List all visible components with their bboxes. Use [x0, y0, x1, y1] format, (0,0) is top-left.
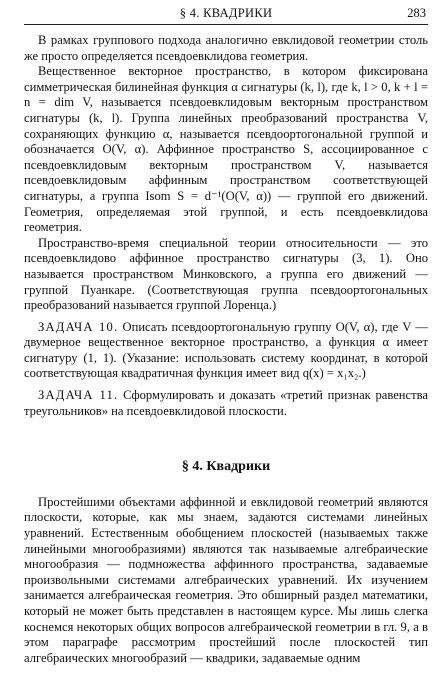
running-head — [24, 2, 428, 25]
paragraph-pseudo-euclidean-intro: В рамках группового подхода аналогично евклидовой геометрии столь же просто определяется псевдоевклидова геометрия. — [24, 33, 428, 63]
problem-11 — [24, 388, 428, 419]
book-page — [24, 0, 428, 695]
problem-10 — [24, 320, 428, 382]
paragraph-minkowski-space: Пространство-время специальной теории относительности — это псевдоевклидово аффинное пространство сигнатуры (3, 1). Оно называется пространством Минковского, а группа его движений — группой Пуанкаре. (Соответствующая группа псевдоортогональных преобразований называется группой Лоренца.) — [24, 235, 428, 313]
paragraph-pseudo-euclidean-definition: Вещественное векторное пространство, в котором фиксирована симметрическая билинейная функция α сигнатуры (k, l), где k, l > 0, k + l = n = dim V, называется псевдоевклидовым векторным пространством сигнатуры (k, l). Группа линейных преобразований пространства V, сохраняющих функцию α, называется псевдоортогональной группой и обозначается O(V, α). Аффинное пространство S, ассоциированное с псевдоевклидовым векторным пространством V, называется псевдоевклидовым аффинным пространством соответствующей сигнатуры, а группа Isom S = d⁻¹(O(V, α)) — группой его движений. Геометрия, определяемая этой группой, и есть псевдоевклидова геометрия. — [24, 64, 428, 235]
problem-10-text: Описать псевдоортогональную группу O(V, α), где V — двумерное вещественное векторное пространство, а функция α имеет сигнатуру (1, 1). (Указание: использовать систему координат, в которой соответствующая квадратичная функция имеет вид q(x) = x₁x₂.) — [24, 319, 428, 381]
section-intro-paragraph: Простейшими объектами аффинной и евклидовой геометрий являются плоскости, которые, как мы знаем, задаются системами линейных уравнений. Естественным обобщением плоскостей (называемых также линейными многообразиями) являются так называемые алгебраические многообразия — подмножества аффинного пространства, задаваемые произвольными системами алгебраических уравнений. Их изучением занимается алгебраическая геометрия. Это обширный раздел математики, который не может быть представлен в настоящем курсе. Мы лишь слегка коснемся некоторых общих вопросов алгебраической геометрии в гл. 9, а в этом параграфе рассмотрим простейший после плоскостей тип алгебраических многообразий — квадрики, задаваемые одним — [24, 494, 428, 665]
section-title: § 4. Квадрики — [181, 459, 271, 475]
problem-10-label: ЗАДАЧА 10. — [38, 319, 119, 334]
running-head-title: § 4. КВАДРИКИ — [179, 6, 273, 20]
problem-11-text: Сформулировать и доказать «третий признак равенства треугольников» на псевдоевклидовой плоскости. — [24, 388, 428, 418]
page-number: 283 — [407, 6, 426, 20]
page-body — [24, 33, 428, 666]
problem-11-label: ЗАДАЧА 11. — [38, 388, 119, 403]
